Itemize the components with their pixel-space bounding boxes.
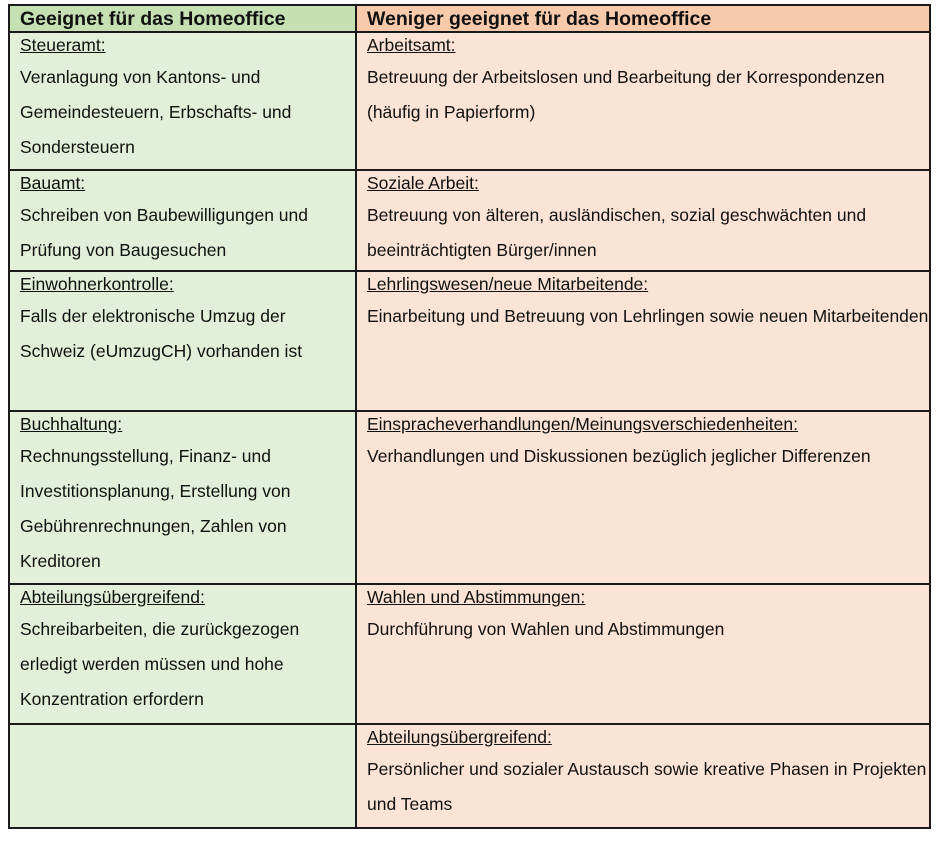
homeoffice-suitability-table bbox=[8, 4, 931, 829]
cell-title: Lehrlingswesen/neue Mitarbeitende: bbox=[367, 274, 649, 294]
cell-unsuitable bbox=[356, 271, 930, 411]
cell-title: Buchhaltung: bbox=[20, 414, 123, 434]
header-suitable: Geeignet für das Homeoffice bbox=[9, 5, 356, 32]
cell-text: Betreuung der Arbeitslosen und Bearbeitung der Korrespondenzen (häufig in Papierform) bbox=[367, 67, 885, 122]
cell-suitable-empty bbox=[9, 724, 356, 828]
cell-text: Einarbeitung und Betreuung von Lehrlingen sowie neuen Mitarbeitenden bbox=[367, 306, 929, 326]
table-row bbox=[9, 170, 930, 271]
cell-title: Einspracheverhandlungen/Meinungsverschiedenheiten: bbox=[367, 414, 798, 434]
cell-title: Steueramt: bbox=[20, 35, 106, 55]
cell-suitable bbox=[9, 411, 356, 584]
header-unsuitable: Weniger geeignet für das Homeoffice bbox=[356, 5, 930, 32]
cell-title: Soziale Arbeit: bbox=[367, 173, 479, 193]
cell-text: Schreibarbeiten, die zurückgezogen erledigt werden müssen und hohe Konzentration erfordern bbox=[20, 619, 300, 709]
table-row bbox=[9, 32, 930, 170]
cell-suitable bbox=[9, 32, 356, 170]
cell-unsuitable bbox=[356, 32, 930, 170]
cell-text: Durchführung von Wahlen und Abstimmungen bbox=[367, 619, 725, 639]
cell-text: Rechnungsstellung, Finanz- und Investitionsplanung, Erstellung von Gebührenrechnungen, Zahlen von Kreditoren bbox=[20, 446, 291, 571]
cell-unsuitable bbox=[356, 170, 930, 271]
cell-title: Wahlen und Abstimmungen: bbox=[367, 587, 586, 607]
cell-title: Abteilungsübergreifend: bbox=[20, 587, 205, 607]
table-row bbox=[9, 271, 930, 411]
cell-text: Persönlicher und sozialer Austausch sowie kreative Phasen in Projekten und Teams bbox=[367, 759, 927, 814]
cell-text: Falls der elektronische Umzug der Schweiz (eUmzugCH) vorhanden ist bbox=[20, 306, 303, 361]
cell-suitable bbox=[9, 584, 356, 724]
cell-unsuitable bbox=[356, 584, 930, 724]
cell-text: Schreiben von Baubewilligungen und Prüfung von Baugesuchen bbox=[20, 205, 308, 260]
cell-title: Einwohnerkontrolle: bbox=[20, 274, 174, 294]
cell-text: Betreuung von älteren, ausländischen, sozial geschwächten und beeinträchtigten Bürger/innen bbox=[367, 205, 867, 260]
cell-unsuitable bbox=[356, 411, 930, 584]
cell-suitable bbox=[9, 271, 356, 411]
cell-text: Veranlagung von Kantons- und Gemeindesteuern, Erbschafts- und Sondersteuern bbox=[20, 67, 292, 157]
cell-title: Abteilungsübergreifend: bbox=[367, 727, 552, 747]
header-row bbox=[9, 5, 930, 32]
cell-title: Bauamt: bbox=[20, 173, 86, 193]
table-row bbox=[9, 584, 930, 724]
cell-suitable bbox=[9, 170, 356, 271]
table-row bbox=[9, 724, 930, 828]
cell-title: Arbeitsamt: bbox=[367, 35, 456, 55]
table-row bbox=[9, 411, 930, 584]
cell-unsuitable bbox=[356, 724, 930, 828]
cell-text: Verhandlungen und Diskussionen bezüglich jeglicher Differenzen bbox=[367, 446, 871, 466]
